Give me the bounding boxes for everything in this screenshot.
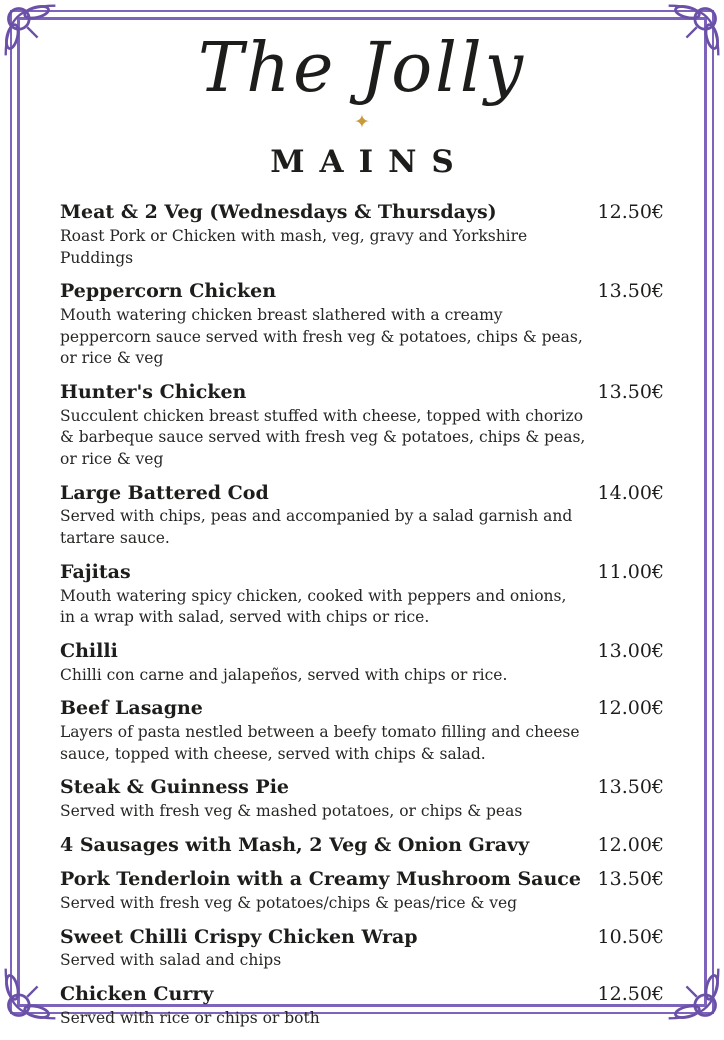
menu-list — [60, 200, 664, 1039]
menu-item — [60, 279, 664, 370]
item-name: Fajitas — [60, 560, 131, 583]
item-description: Succulent chicken breast stuffed with cheese, topped with chorizo & barbeque sauce served with fresh veg & potatoes, chips & peas, or rice & veg — [60, 406, 586, 469]
item-description: Served with chips, peas and accompanied by a salad garnish and tartare sauce. — [60, 507, 573, 548]
menu-item — [60, 982, 664, 1029]
item-name: Sweet Chilli Crispy Chicken Wrap — [60, 925, 418, 948]
menu-item — [60, 481, 664, 550]
item-description: Served with rice or chips or both — [60, 1008, 320, 1027]
item-description: Mouth watering chicken breast slathered with a creamy peppercorn sauce served with fresh veg & potatoes, chips & peas, or rice & veg — [60, 305, 583, 368]
item-price: 13.00€ — [597, 639, 664, 662]
item-price: 12.50€ — [597, 983, 664, 1006]
item-description: Served with fresh veg & potatoes/chips & peas/rice & veg — [60, 894, 518, 913]
menu-item — [60, 775, 664, 822]
item-price: 12.00€ — [597, 697, 664, 720]
item-description: Roast Pork or Chicken with mash, veg, gravy and Yorkshire Puddings — [60, 226, 528, 267]
item-name: Chicken Curry — [60, 983, 214, 1006]
item-price: 13.50€ — [597, 381, 664, 403]
item-name: Peppercorn Chicken — [60, 280, 277, 303]
menu-item — [60, 639, 664, 686]
item-name: Steak & Guinness Pie — [60, 776, 290, 799]
item-price: 12.50€ — [597, 201, 664, 224]
item-description: Served with salad and chips — [60, 951, 282, 970]
star-icon: ✦ — [354, 111, 370, 134]
menu-item — [60, 925, 664, 972]
page-title: The Jolly — [197, 29, 527, 108]
item-name: Meat & 2 Veg (Wednesdays & Thursdays) — [60, 201, 497, 224]
item-name: Large Battered Cod — [60, 481, 269, 504]
menu-item — [60, 200, 664, 269]
item-description: Layers of pasta nestled between a beefy tomato filling and cheese sauce, topped with cheese, served with chips & salad. — [60, 722, 580, 763]
menu-page — [20, 20, 704, 1027]
item-name: Pork Tenderloin with a Creamy Mushroom Sauce — [60, 868, 581, 891]
item-price: 13.50€ — [597, 776, 664, 799]
item-name: Hunter's Chicken — [60, 381, 247, 403]
item-price: 10.50€ — [597, 925, 664, 948]
item-name: 4 Sausages with Mash, 2 Veg & Onion Gravy — [60, 833, 530, 856]
item-price: 13.50€ — [597, 868, 664, 891]
menu-item — [60, 867, 664, 914]
item-price: 13.50€ — [597, 280, 664, 303]
item-price: 14.00€ — [597, 481, 664, 504]
item-price: 12.00€ — [597, 833, 664, 856]
section-title: MAINS — [270, 144, 469, 181]
item-description: Served with fresh veg & mashed potatoes, or chips & peas — [60, 802, 523, 820]
item-description: Mouth watering spicy chicken, cooked with peppers and onions, in a wrap with salad, served with chips or rice. — [60, 586, 567, 627]
item-price: 11.00€ — [597, 560, 664, 583]
item-name: Beef Lasagne — [60, 697, 203, 720]
menu-item — [60, 833, 664, 858]
item-description: Chilli con carne and jalapeños, served with chips or rice. — [60, 665, 508, 684]
item-name: Chilli — [60, 639, 118, 662]
menu-item — [60, 696, 664, 765]
menu-item — [60, 380, 664, 471]
menu-item — [60, 560, 664, 629]
